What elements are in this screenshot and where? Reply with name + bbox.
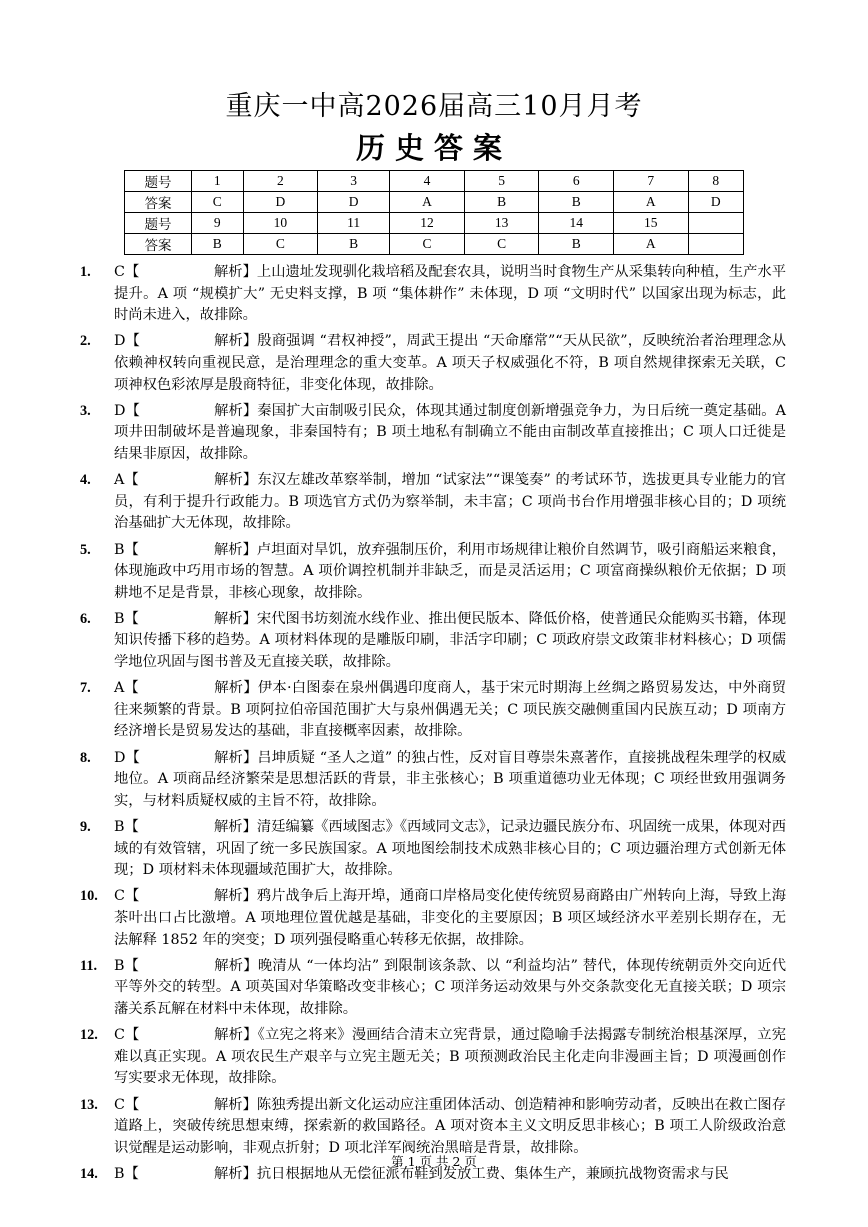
answer-choice: D【 xyxy=(114,749,140,766)
answer-table-cell: 6 xyxy=(539,171,614,192)
explanation-text: 解析】秦国扩大亩制吸引民众，体现其通过制度创新增强竞争力，为日后统一奠定基础。A 项井田制破坏是普遍现象，非秦国特有；B 项土地私有制确立不能由亩制改革直接推出；C 项人口迁徙是结果非原因，故排除。 xyxy=(114,402,786,462)
answer-choice: B【 xyxy=(114,1165,139,1182)
question-number: 12. xyxy=(80,1027,98,1044)
answer-table-cell: 13 xyxy=(464,213,539,234)
question-number: 2. xyxy=(80,333,91,350)
answer-table-cell: A xyxy=(614,192,689,213)
page-subtitle: 历史答案 xyxy=(355,131,512,165)
answer-table-cell: A xyxy=(614,234,689,255)
answer-table-cell: B xyxy=(192,234,244,255)
answer-table-cell: B xyxy=(539,192,614,213)
answer-choice: A【 xyxy=(114,472,139,489)
explanation-text: 解析】《立宪之将来》漫画结合清末立宪背景，通过隐喻手法揭露专制统治根基深厚，立宪难以真正实现。A 项农民生产艰辛与立宪主题无关；B 项预测政治民主化走向非漫画主旨；D 项漫画创作写实要求无体现，故排除。 xyxy=(114,1027,786,1087)
answer-table-cell: 11 xyxy=(318,213,390,234)
answer-table-cell: C xyxy=(390,234,465,255)
question-number: 11. xyxy=(80,957,98,974)
page-footer: 第 1 页 共 2 页 xyxy=(391,1154,477,1169)
answer-table-row xyxy=(125,213,744,234)
explanation-text: 解析】殷商强调 “君权神授”，周武王提出 “天命靡常”“天从民欲”，反映统治者治理理念从依赖神权转向重视民意，是治理理念的重大变革。A 项天子权威强化不符，B 项自然规律探索无关联，C 项神权色彩浓厚是殷商特征，非变化体现，故排除。 xyxy=(114,333,786,393)
answer-choice: C【 xyxy=(114,1027,140,1044)
explanation-text: 解析】晚清从 “一体均沾” 到限制该条款、以 “利益均沾” 替代，体现传统朝贡外交向近代平等外交的转型。A 项英国对华策略改变非核心；C 项洋务运动效果与外交条款变化无直接关联；D 项宗藩关系瓦解在材料中未体现，故排除。 xyxy=(114,957,786,1017)
answer-table-cell: B xyxy=(464,192,539,213)
answer-item xyxy=(80,401,786,466)
answer-choice: B【 xyxy=(114,957,139,974)
question-number: 5. xyxy=(80,541,91,558)
answer-table-cell xyxy=(688,213,743,234)
answer-table-cell: D xyxy=(688,192,743,213)
question-number: 9. xyxy=(80,819,91,835)
answer-choice: B【 xyxy=(114,541,139,558)
explanation-text: 解析】卢坦面对旱饥，放弃强制压价，利用市场规律让粮价自然调节，吸引商船运来粮食，体现施政中巧用市场的智慧。A 项价调控机制并非缺乏，而是灵活运用；C 项富商操纵粮价无依据；D 项耕地不足是背景，非核心现象，故排除。 xyxy=(114,541,786,601)
answer-item xyxy=(80,1095,786,1160)
answer-table-row xyxy=(125,192,744,213)
answer-table-header-cell: 答案 xyxy=(125,192,192,213)
answer-table-cell: C xyxy=(192,192,244,213)
answer-table-cell: 2 xyxy=(243,171,318,192)
explanation-text: 解析】宋代图书坊刻流水线作业、推出便民版本、降低价格，使普通民众能购买书籍，体现知识传播下移的趋势。A 项材料体现的是雕版印刷，非活字印刷；C 项政府崇文政策非材料核心；D 项儒学地位巩固与图书普及无直接关联，故排除。 xyxy=(114,610,786,671)
answer-table-cell: D xyxy=(243,192,318,213)
answer-choice: B【 xyxy=(114,610,139,627)
answer-item xyxy=(80,1025,786,1090)
answer-item xyxy=(80,678,786,743)
answer-key-table xyxy=(124,170,744,255)
answer-table-cell xyxy=(688,234,743,255)
answer-item xyxy=(80,540,786,605)
answer-item xyxy=(80,886,786,951)
answer-item xyxy=(80,956,786,1021)
question-number: 3. xyxy=(80,402,91,419)
explanation-text: 解析】伊本·白图泰在泉州偶遇印度商人，基于宋元时期海上丝绸之路贸易发达，中外商贸往来频繁的背景。B 项阿拉伯帝国范围扩大与泉州偶遇无关；C 项民族交融侧重国内民族互动；D 项南方经济增长是贸易发达的基础，非直接概率因素，故排除。 xyxy=(114,680,786,740)
answer-table-cell: 8 xyxy=(688,171,743,192)
answer-choice: D【 xyxy=(114,402,140,419)
answer-table-cell: D xyxy=(318,192,390,213)
answer-item xyxy=(80,331,786,396)
answer-choice: D【 xyxy=(114,333,140,350)
answer-table-cell: C xyxy=(464,234,539,255)
answer-table-cell: 12 xyxy=(390,213,465,234)
answer-choice: B【 xyxy=(114,819,139,835)
question-number: 10. xyxy=(80,888,98,905)
explanation-text: 解析】上山遗址发现驯化栽培稻及配套农具，说明当时食物生产从采集转向种植，生产水平提升。A 项 “规模扩大” 无史料支撑，B 项 “集体耕作” 未体现，D 项 “文明时代” 以国家出现为标志，此时尚未进入，故排除。 xyxy=(114,264,786,324)
answer-table-cell: 7 xyxy=(614,171,689,192)
answer-table-cell: 9 xyxy=(192,213,244,234)
answer-choice: A【 xyxy=(114,680,139,697)
question-number: 6. xyxy=(80,610,91,627)
answer-table-header-cell: 答案 xyxy=(125,234,192,255)
answer-table-header-cell: 题号 xyxy=(125,213,192,234)
answer-table-cell: 4 xyxy=(390,171,465,192)
question-number: 7. xyxy=(80,680,91,697)
answer-table-cell: 3 xyxy=(318,171,390,192)
answer-table-row xyxy=(125,234,744,255)
answer-item xyxy=(80,609,786,674)
explanation-text: 解析】东汉左雄改革察举制，增加 “试家法”“课笺奏” 的考试环节，选拔更具专业能力的官员，有利于提升行政能力。B 项选官方式仍为察举制，未丰富；C 项尚书台作用增强非核心目的；D 项统治基础扩大无体现，故排除。 xyxy=(114,472,786,532)
answer-choice: C【 xyxy=(114,264,140,280)
answer-table-cell: 14 xyxy=(539,213,614,234)
answer-table-cell: B xyxy=(539,234,614,255)
answer-table-cell: A xyxy=(390,192,465,213)
answer-item xyxy=(80,262,786,327)
question-number: 14. xyxy=(80,1165,98,1182)
answer-table-cell: 1 xyxy=(192,171,244,192)
page-title: 重庆一中高2026届高三10月月考 xyxy=(225,91,643,122)
answer-table-cell: C xyxy=(243,234,318,255)
question-number: 4. xyxy=(80,472,91,489)
answer-table-cell: B xyxy=(318,234,390,255)
explanation-text: 解析】吕坤质疑 “圣人之道” 的独占性，反对盲目尊崇朱熹著作，直接挑战程朱理学的权威地位。A 项商品经济繁荣是思想活跃的背景，非主张核心；B 项重道德功业无体现；C 项经世致用强调务实，与材料质疑权威的主旨不符，故排除。 xyxy=(114,749,786,809)
answer-item xyxy=(80,470,786,535)
answer-table-header-cell: 题号 xyxy=(125,171,192,192)
answer-table-cell: 10 xyxy=(243,213,318,234)
question-number: 13. xyxy=(80,1096,98,1113)
answer-table-cell: 5 xyxy=(464,171,539,192)
answer-item xyxy=(80,817,786,882)
answer-table-row xyxy=(125,171,744,192)
explanation-text: 解析】鸦片战争后上海开埠，通商口岸格局变化使传统贸易商路由广州转向上海，导致上海茶叶出口占比激增。A 项地理位置优越是基础，非变化的主要原因；B 项区域经济水平差别长期存在，无法解释 1852 年的突变；D 项列强侵略重心转移无依据，故排除。 xyxy=(114,888,786,948)
explanation-text: 解析】清廷编纂《西域图志》《西域同文志》，记录边疆民族分布、巩固统一成果，体现对西域的有效管辖，巩固了统一多民族国家。A 项地图绘制技术成熟非核心目的；C 项边疆治理方式创新无体现；D 项材料未体现疆域范围扩大，故排除。 xyxy=(114,819,786,879)
answer-table-cell: 15 xyxy=(614,213,689,234)
answer-choice: C【 xyxy=(114,1096,140,1113)
answer-choice: C【 xyxy=(114,888,140,905)
answer-explanations xyxy=(80,262,786,1190)
explanation-text: 解析】陈独秀提出新文化运动应注重团体活动、创造精神和影响劳动者，反映出在救亡图存道路上，突破传统思想束缚，探索新的救国路径。A 项对资本主义文明反思非核心；B 项工人阶级政治意识觉醒是运动影响，非观点折射；D 项北洋军阀统治黑暗是背景，故排除。 xyxy=(114,1096,786,1156)
explanation-text: 解析】抗日根据地从无偿征派布鞋到发放工费、集体生产，兼顾抗战物资需求与民 xyxy=(214,1165,729,1182)
question-number: 1. xyxy=(80,264,91,280)
question-number: 8. xyxy=(80,749,91,766)
answer-item xyxy=(80,748,786,813)
